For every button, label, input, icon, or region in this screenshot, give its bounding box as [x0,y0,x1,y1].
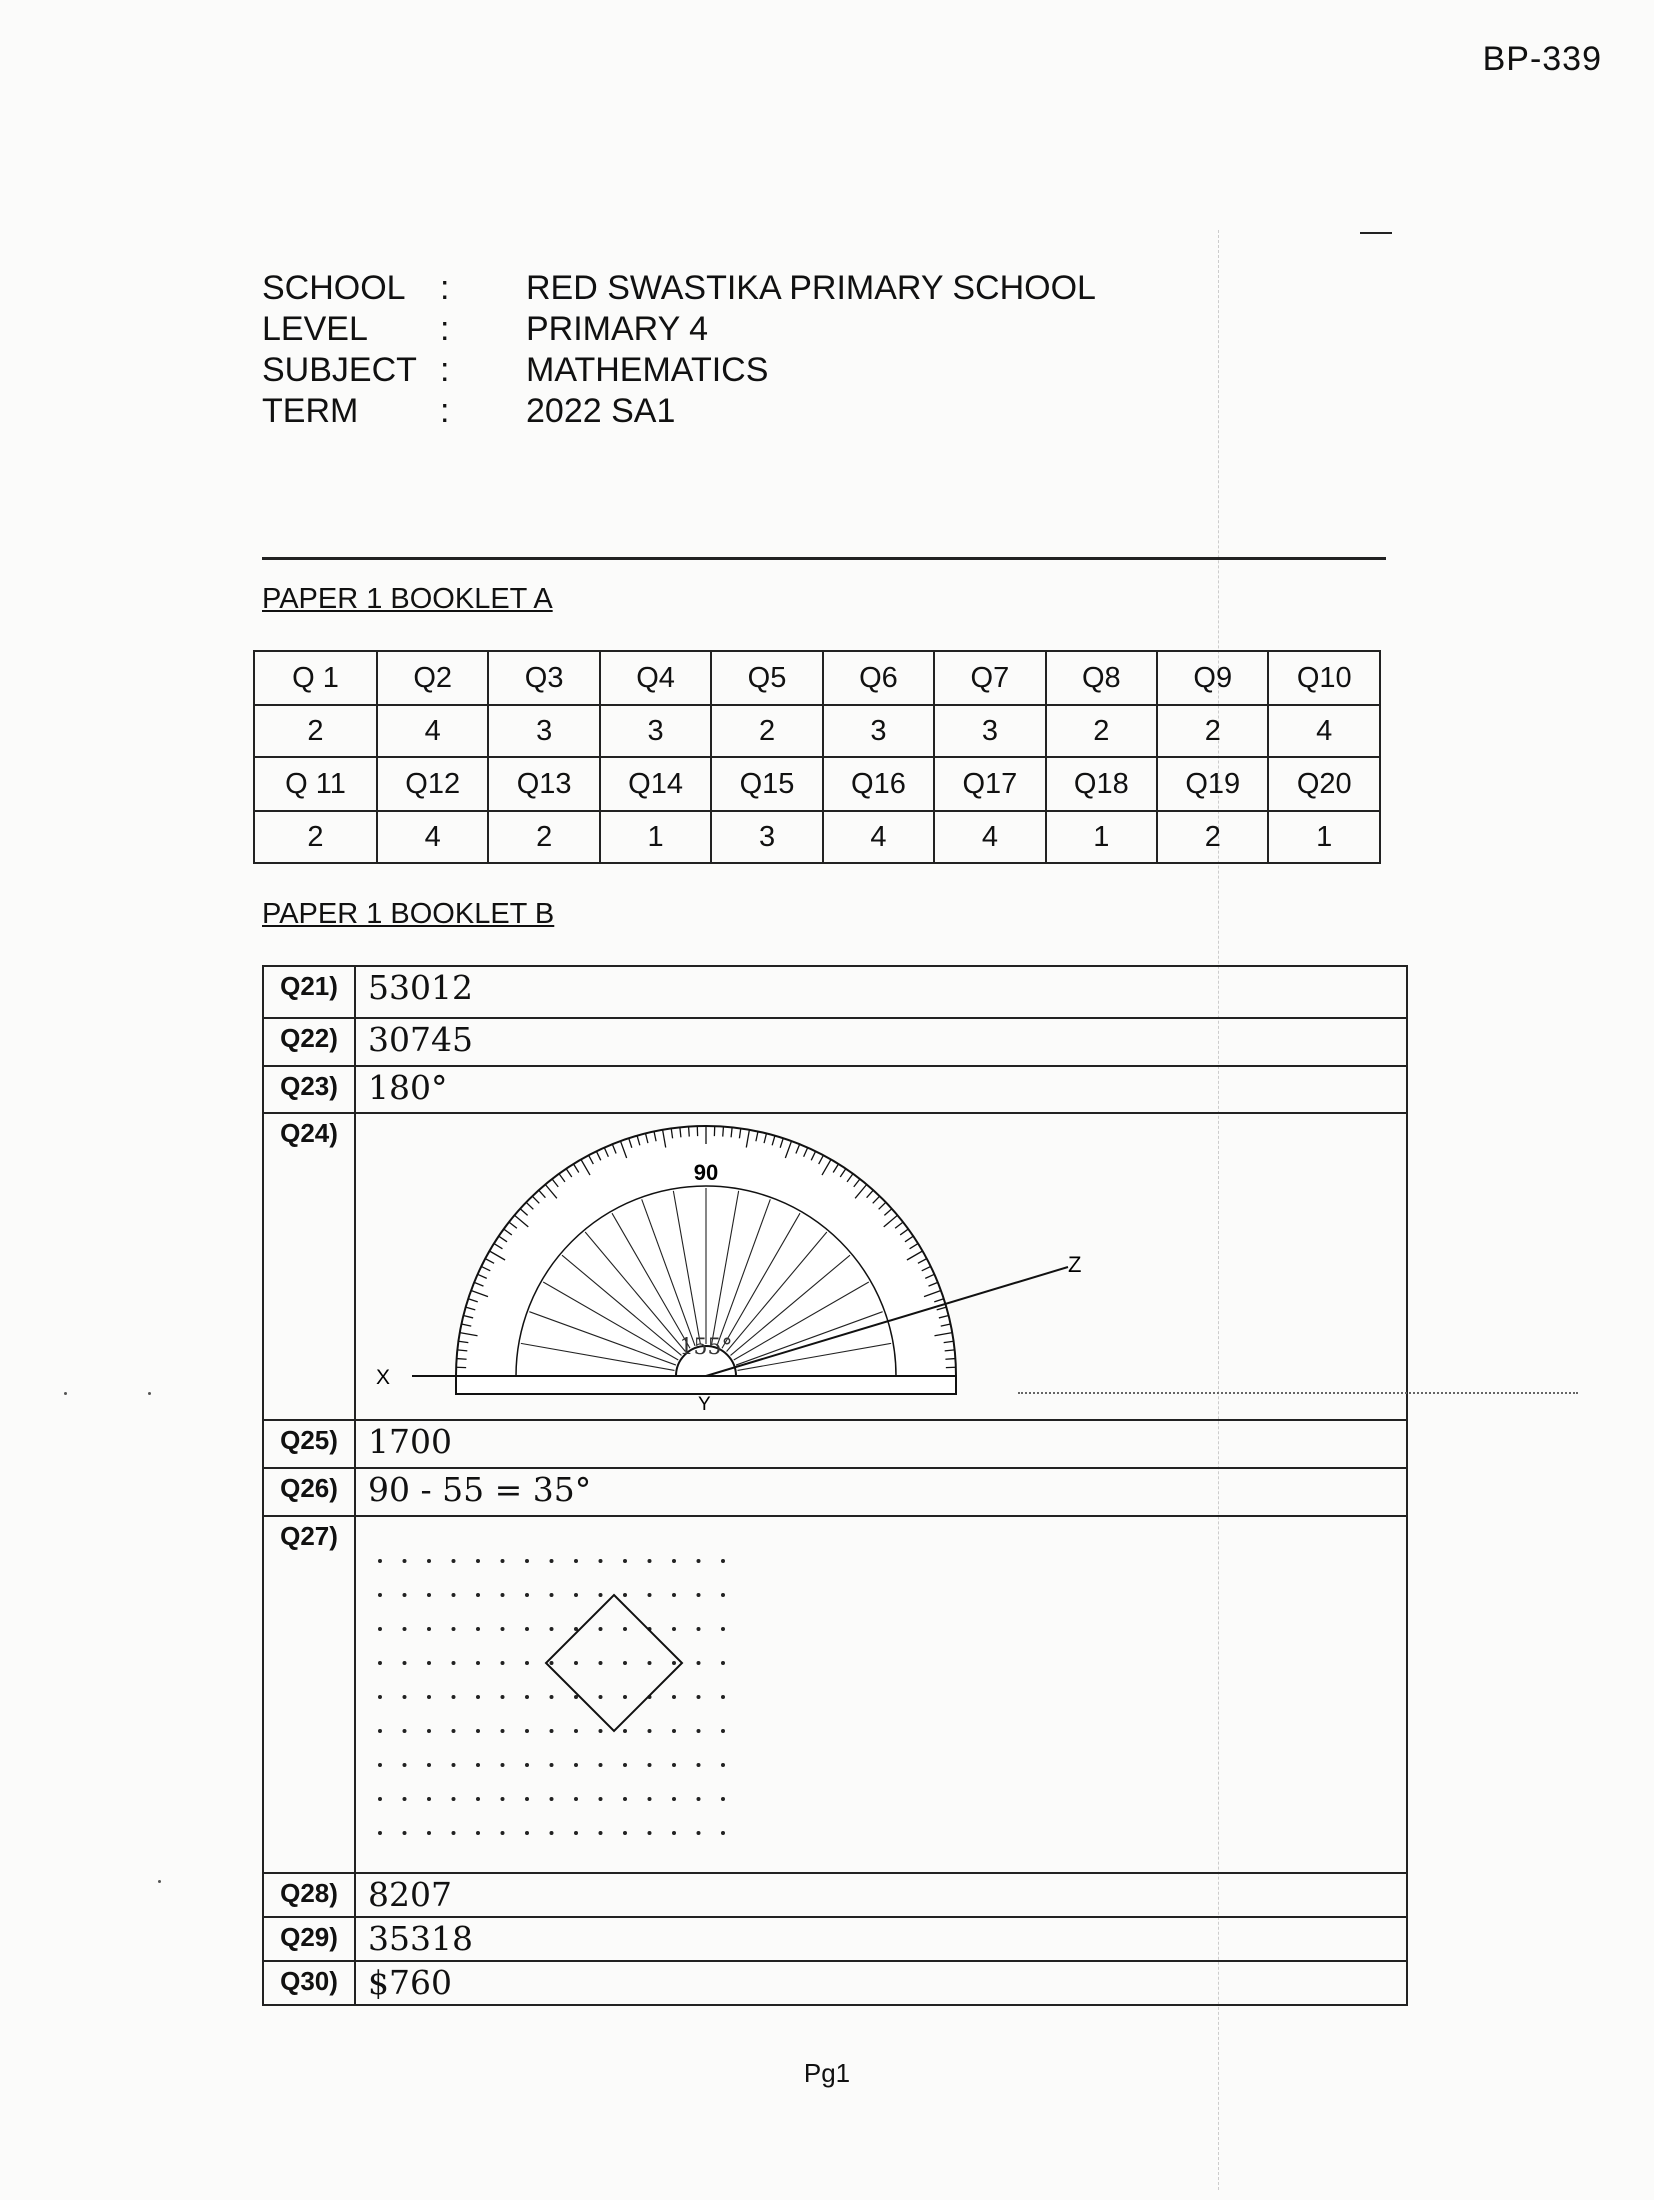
question-label: Q23) [263,1066,355,1113]
answer-row-q22 [263,1018,1407,1066]
grid-dot [525,1627,529,1631]
grid-dot [403,1729,407,1733]
grid-dot [623,1695,627,1699]
grid-dot [550,1559,554,1563]
grid-dot [623,1729,627,1733]
document-code: BP-339 [1482,40,1602,78]
grid-dot [648,1661,652,1665]
angle-label: 155° [679,1335,733,1360]
horizontal-rule [262,557,1386,560]
grid-dot [672,1763,676,1767]
question-cell: Q12 [377,757,488,811]
answer-value: 53012 [355,966,1407,1018]
question-label: Q25) [263,1420,355,1468]
grid-dot [574,1831,578,1835]
answer-row-q30 [263,1961,1407,2005]
info-key: TERM [262,392,359,430]
info-value: 2022 SA1 [526,392,676,430]
question-cell: Q16 [823,757,934,811]
grid-dot [599,1831,603,1835]
grid-dot [672,1831,676,1835]
grid-dot [452,1559,456,1563]
info-key: LEVEL [262,310,368,348]
answer-row-q29 [263,1917,1407,1961]
grid-dot [599,1559,603,1563]
grid-dot [403,1559,407,1563]
booklet-a-title: PAPER 1 BOOKLET A [262,583,553,615]
question-cell: Q 11 [254,757,377,811]
grid-dot [599,1661,603,1665]
protractor-tick [457,1359,467,1360]
question-cell: Q4 [600,651,711,705]
grid-dot [574,1729,578,1733]
grid-dot [452,1661,456,1665]
grid-dot [550,1627,554,1631]
grid-dot [697,1661,701,1665]
grid-dot [697,1559,701,1563]
grid-dot [697,1797,701,1801]
answer-cell: 3 [600,705,711,757]
grid-dot [721,1797,725,1801]
grid-dot [501,1695,505,1699]
question-label: Q30) [263,1961,355,2005]
protractor-figure [356,1114,1406,1414]
grid-dot [378,1729,382,1733]
grid-dot [427,1593,431,1597]
question-label: Q28) [263,1873,355,1917]
booklet-a-answer-table [253,650,1381,864]
dot-grid [378,1559,725,1835]
grid-dot [574,1763,578,1767]
grid-dot [525,1695,529,1699]
grid-dot [550,1831,554,1835]
grid-dot [476,1831,480,1835]
grid-dot [550,1593,554,1597]
grid-dot [697,1763,701,1767]
grid-dot [525,1831,529,1835]
answer-value: 35318 [355,1917,1407,1961]
answer-cell: 2 [254,811,377,863]
answer-value: 180° [355,1066,1407,1113]
grid-dot [672,1695,676,1699]
grid-dot [599,1763,603,1767]
info-row-term [262,391,1096,432]
question-label: Q24) [263,1113,355,1420]
grid-dot [697,1831,701,1835]
booklet-b-answer-table [262,965,1408,2006]
grid-dot [476,1661,480,1665]
answer-cell: 3 [823,705,934,757]
grid-dot [427,1661,431,1665]
info-row-level [262,309,1096,350]
answer-row-q24 [263,1113,1407,1420]
grid-dot [427,1797,431,1801]
dot-grid-figure-cell [355,1516,1407,1873]
grid-dot [672,1661,676,1665]
grid-dot [672,1627,676,1631]
grid-dot [501,1661,505,1665]
question-cell: Q19 [1157,757,1268,811]
answer-cell: 2 [1046,705,1157,757]
answer-cell: 3 [934,705,1045,757]
grid-dot [403,1763,407,1767]
scan-speck [148,1392,151,1395]
answer-value: 90 - 55 = 35° [355,1468,1407,1516]
question-cell: Q13 [488,757,599,811]
point-label-z: Z [1068,1252,1082,1277]
protractor-90-label: 90 [693,1160,719,1185]
grid-dot [501,1763,505,1767]
grid-dot [648,1831,652,1835]
answer-row-q26 [263,1468,1407,1516]
grid-dot [525,1593,529,1597]
answer-cell: 4 [934,811,1045,863]
question-cell: Q14 [600,757,711,811]
grid-dot [525,1661,529,1665]
answer-cell: 1 [600,811,711,863]
grid-dot [378,1763,382,1767]
question-cell: Q18 [1046,757,1157,811]
question-label: Q21) [263,966,355,1018]
protractor-figure-cell [355,1113,1407,1420]
grid-dot [378,1627,382,1631]
grid-dot [721,1729,725,1733]
question-label: Q27) [263,1516,355,1873]
answer-cell: 4 [823,811,934,863]
question-cell: Q3 [488,651,599,705]
grid-dot [427,1695,431,1699]
grid-dot [697,1729,701,1733]
answer-cell: 1 [1046,811,1157,863]
question-cell: Q8 [1046,651,1157,705]
grid-dot [378,1695,382,1699]
question-row [254,651,1380,705]
grid-dot [476,1559,480,1563]
question-cell: Q15 [711,757,822,811]
question-cell: Q9 [1157,651,1268,705]
grid-dot [623,1661,627,1665]
answer-value: 30745 [355,1018,1407,1066]
grid-dot [476,1593,480,1597]
info-row-subject [262,350,1096,391]
grid-dot [721,1627,725,1631]
protractor-tick [723,1127,724,1137]
grid-dot [623,1831,627,1835]
grid-dot [697,1593,701,1597]
grid-dot [721,1763,725,1767]
grid-dot [648,1593,652,1597]
info-key: SUBJECT [262,351,417,389]
protractor-tick [945,1359,955,1360]
answer-cell: 4 [1268,705,1380,757]
question-label: Q29) [263,1917,355,1961]
grid-dot [648,1763,652,1767]
point-label-y: Y [698,1394,711,1414]
grid-dot [550,1661,554,1665]
answer-row [254,705,1380,757]
grid-dot [574,1559,578,1563]
grid-dot [623,1627,627,1631]
answer-cell: 2 [711,705,822,757]
grid-dot [501,1627,505,1631]
point-label-x: X [376,1366,391,1389]
grid-dot [721,1661,725,1665]
booklet-b-title: PAPER 1 BOOKLET B [262,898,555,930]
grid-dot [501,1729,505,1733]
grid-dot [623,1797,627,1801]
grid-dot [403,1627,407,1631]
protractor-tick [689,1127,690,1137]
question-cell: Q6 [823,651,934,705]
grid-dot [623,1593,627,1597]
grid-dot [378,1593,382,1597]
grid-dot [476,1695,480,1699]
info-colon: : [440,269,450,307]
answer-value: $760 [355,1961,1407,2005]
grid-dot [452,1695,456,1699]
question-label: Q26) [263,1468,355,1516]
grid-dot [452,1593,456,1597]
grid-dot [697,1695,701,1699]
grid-dot [599,1593,603,1597]
question-cell: Q10 [1268,651,1380,705]
grid-dot [501,1559,505,1563]
grid-dot [525,1763,529,1767]
grid-dot [403,1797,407,1801]
grid-dot [378,1797,382,1801]
answer-value: 8207 [355,1873,1407,1917]
grid-dot [721,1559,725,1563]
grid-dot [623,1763,627,1767]
grid-dot [721,1831,725,1835]
answer-cell: 1 [1268,811,1380,863]
grid-dot [427,1831,431,1835]
dot-grid-figure [356,1517,1406,1867]
grid-dot [599,1797,603,1801]
grid-dot [452,1763,456,1767]
grid-dot [525,1797,529,1801]
grid-dot [525,1729,529,1733]
grid-dot [476,1797,480,1801]
question-cell: Q2 [377,651,488,705]
grid-dot [452,1627,456,1631]
answer-cell: 3 [711,811,822,863]
square-shape [546,1595,682,1731]
question-cell: Q7 [934,651,1045,705]
grid-dot [403,1593,407,1597]
info-row-school [262,268,1096,309]
grid-dot [672,1559,676,1563]
exam-info-block [262,268,1096,432]
grid-dot [476,1627,480,1631]
grid-dot [501,1831,505,1835]
info-value: MATHEMATICS [526,351,769,389]
answer-row [254,811,1380,863]
info-key: SCHOOL [262,269,406,307]
page-number: Pg1 [803,2058,851,2088]
grid-dot [648,1729,652,1733]
question-cell: Q17 [934,757,1045,811]
scan-speck [64,1392,67,1395]
grid-dot [501,1593,505,1597]
grid-dot [403,1661,407,1665]
grid-dot [378,1559,382,1563]
grid-dot [452,1797,456,1801]
scan-mark [1360,232,1392,234]
answer-row-q27 [263,1516,1407,1873]
answer-cell: 4 [377,811,488,863]
grid-dot [697,1627,701,1631]
answer-row-q23 [263,1066,1407,1113]
grid-dot [599,1627,603,1631]
info-value: RED SWASTIKA PRIMARY SCHOOL [526,269,1096,307]
answer-cell: 4 [377,705,488,757]
grid-dot [501,1797,505,1801]
grid-dot [403,1695,407,1699]
grid-dot [476,1729,480,1733]
grid-dot [452,1729,456,1733]
grid-dot [550,1729,554,1733]
info-value: PRIMARY 4 [526,310,709,348]
info-colon: : [440,310,450,348]
answer-row-q28 [263,1873,1407,1917]
grid-dot [476,1763,480,1767]
answer-cell: 2 [1157,705,1268,757]
grid-dot [550,1797,554,1801]
question-row [254,757,1380,811]
grid-dot [623,1559,627,1563]
grid-dot [427,1763,431,1767]
grid-dot [648,1797,652,1801]
answer-value: 1700 [355,1420,1407,1468]
info-colon: : [440,351,450,389]
info-colon: : [440,392,450,430]
grid-dot [574,1661,578,1665]
grid-dot [672,1593,676,1597]
grid-dot [427,1559,431,1563]
question-label: Q22) [263,1018,355,1066]
grid-dot [550,1763,554,1767]
grid-dot [599,1729,603,1733]
scan-dotted-artifact [1018,1392,1578,1394]
grid-dot [574,1797,578,1801]
grid-dot [574,1593,578,1597]
answer-cell: 2 [1157,811,1268,863]
grid-dot [525,1559,529,1563]
answer-cell: 2 [254,705,377,757]
answer-row-q25 [263,1420,1407,1468]
grid-dot [550,1695,554,1699]
grid-dot [599,1695,603,1699]
grid-dot [427,1729,431,1733]
grid-dot [427,1627,431,1631]
question-cell: Q5 [711,651,822,705]
grid-dot [648,1559,652,1563]
answer-cell: 2 [488,811,599,863]
question-cell: Q20 [1268,757,1380,811]
grid-dot [452,1831,456,1835]
grid-dot [672,1729,676,1733]
grid-dot [378,1831,382,1835]
grid-dot [378,1661,382,1665]
question-cell: Q 1 [254,651,377,705]
answer-cell: 3 [488,705,599,757]
grid-dot [721,1593,725,1597]
scan-speck [158,1880,161,1883]
grid-dot [672,1797,676,1801]
grid-dot [403,1831,407,1835]
grid-dot [721,1695,725,1699]
answer-row-q21 [263,966,1407,1018]
